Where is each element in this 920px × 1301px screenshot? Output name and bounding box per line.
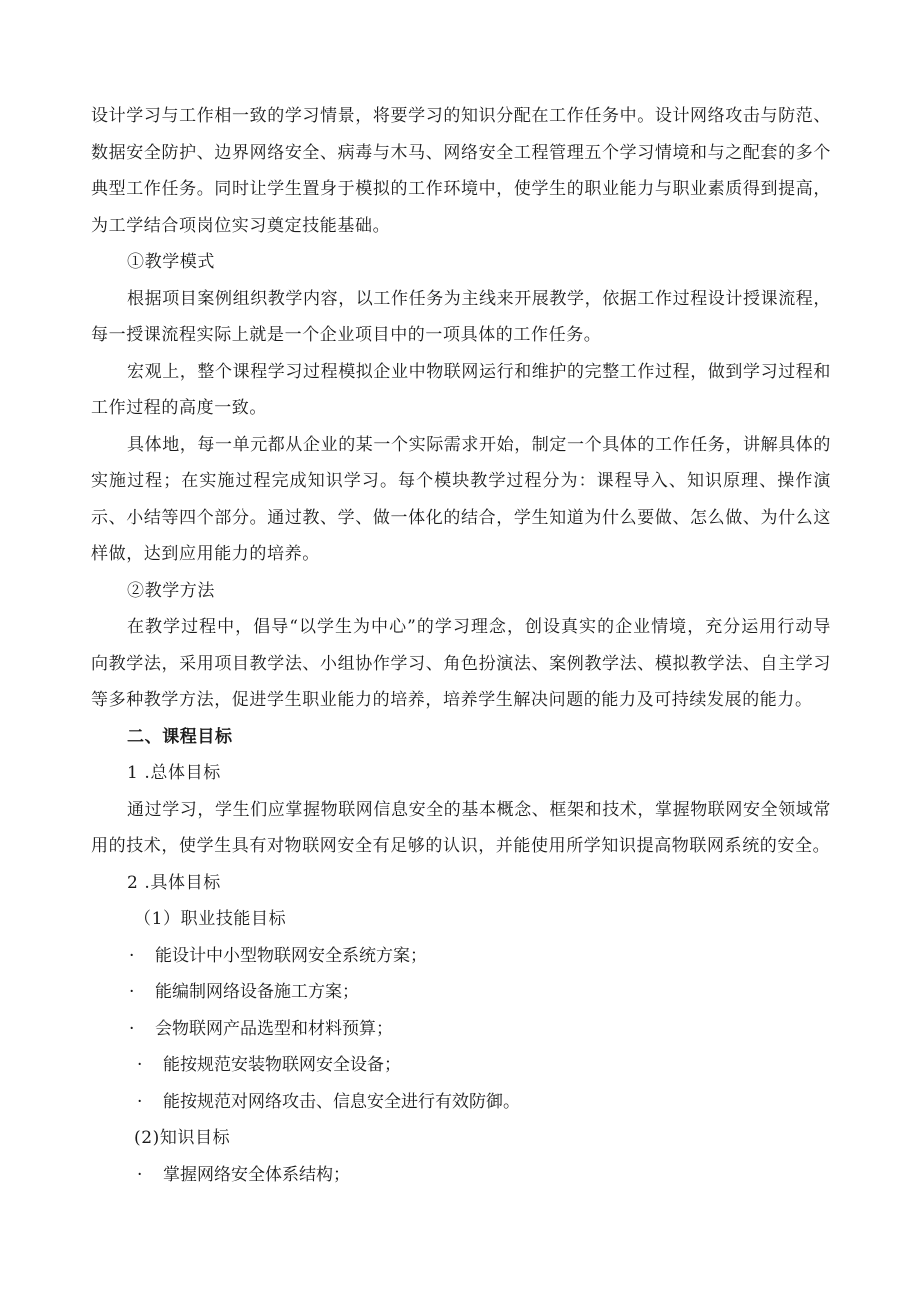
bullet-icon: · [137,1164,143,1185]
heading-teaching-mode: ①教学模式 [127,252,215,272]
bullet-icon: · [137,1091,143,1112]
paragraph-learning-scenarios: 设计学习与工作相一致的学习情景，将要学习的知识分配在工作任务中。设计网络攻击与防范、数据安全防护、边界网络安全、病毒与木马、网络安全工程管理五个学习情境和与之配套的多个典型工作任务。同时让学生置身于模拟的工作环境中，使学生的职业能力与职业素质得到提高，为工学结合项岗位实习奠定技能基础。 [91,106,831,236]
bullet-icon: · [137,1055,143,1075]
list-item [91,1084,831,1121]
list-item [91,1157,831,1194]
paragraph-specific-units: 具体地，每一单元都从企业的某一个实际需求开始，制定一个具体的工作任务，讲解具体的实施过程；在实施过程完成知识学习。每个模块教学过程分为：课程导入、知识原理、操作演示、小结等四个部分。通过教、学、做一体化的结合，学生知道为什么要做、怎么做、为什么这样做，达到应用能力的培养。 [91,434,831,564]
heading-overall-objective: 1 .总体目标 [127,763,221,783]
paragraph-project-cases: 根据项目案例组织教学内容，以工作任务为主线来开展教学，依据工作过程设计授课流程，每一授课流程实际上就是一个企业项目中的一项具体的工作任务。 [91,288,831,345]
bullet-icon: · [129,1018,135,1039]
list-item [91,1047,831,1084]
list-item-text: 能设计中小型物联网安全系统方案； [155,945,427,966]
list-item-text: 能编制网络设备施工方案； [155,982,359,1002]
list-item [91,1011,831,1048]
paragraph-overall-objective: 通过学习，学生们应掌握物联网信息安全的基本概念、框架和技术，掌握物联网安全领域常用的技术，使学生具有对物联网安全有足够的认识，并能使用所学知识提高物联网系统的安全。 [91,799,831,856]
list-item [91,974,831,1011]
list-item [91,938,831,975]
bullet-icon: · [129,945,135,966]
heading-skill-objectives: （1）职业技能目标 [134,909,287,929]
list-item-text: 会物联网产品选型和材料预算； [155,1018,393,1039]
heading-specific-objectives: 2 .具体目标 [127,872,221,893]
paragraph-macro: 宏观上，整个课程学习过程模拟企业中物联网运行和维护的完整工作过程，做到学习过程和工作过程的高度一致。 [91,361,831,418]
document-body [91,98,831,1193]
list-item-text: 能按规范对网络攻击、信息安全进行有效防御。 [163,1091,520,1112]
heading-course-objectives: 二、课程目标 [127,726,233,747]
list-item-text: 能按规范安装物联网安全设备； [163,1055,401,1075]
heading-knowledge-objectives: (2)知识目标 [134,1128,231,1148]
paragraph-teaching-process: 在教学过程中，倡导“以学生为中心”的学习理念，创设真实的企业情境，充分运用行动导向教学法，采用项目教学法、小组协作学习、角色扮演法、案例教学法、模拟教学法、自主学习等多种教学方法，促进学生职业能力的培养，培养学生解决问题的能力及可持续发展的能力。 [91,617,831,710]
list-item-text: 掌握网络安全体系结构； [163,1164,350,1185]
bullet-icon: · [129,982,135,1002]
heading-teaching-method: ②教学方法 [127,580,215,601]
